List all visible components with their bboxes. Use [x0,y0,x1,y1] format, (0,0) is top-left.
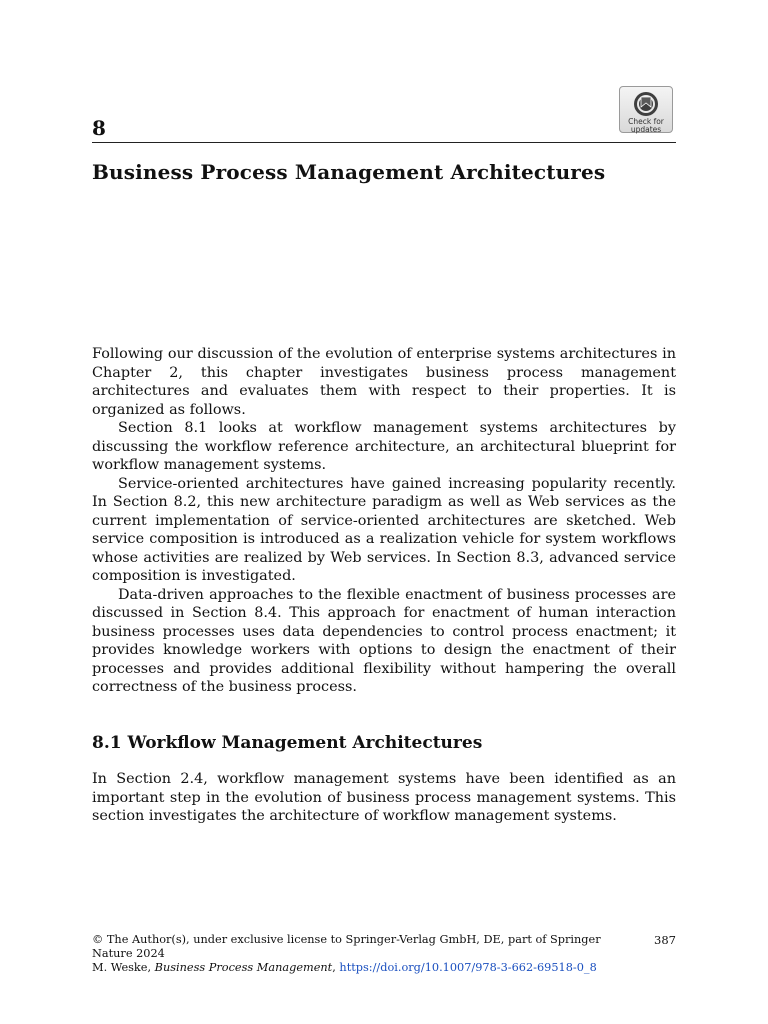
section-heading: 8.1 Workflow Management Architectures [92,733,483,753]
intro-text [92,345,676,697]
section-paragraph: In Section 2.4, workflow management systems have been identified as an important step in the evolution of business process management systems. This section investigates the architecture of workflow management systems. [92,771,676,824]
check-for-updates-badge[interactable] [619,86,673,133]
footer-copyright: © The Author(s), under exclusive license to Springer-Verlag GmbH, DE, part of Springer Nature 2024 [92,933,601,960]
intro-paragraph-4: Data-driven approaches to the flexible enactment of business processes are discussed in Section 8.4. This approach for enactment of human interaction business processes uses data dependencies to control process enactment; it provides knowledge workers with options to design the enactment of their processes and provides additional flexibility without hampering the overall correctness of the business process. [92,586,676,695]
chapter-number: 8 [92,116,106,140]
intro-paragraph-2: Section 8.1 looks at workflow management systems architectures by discussing the workflow reference architecture, an architectural blueprint for workflow management systems. [92,420,676,473]
footer-book-title: Business Process Management [154,961,333,974]
chapter-title: Business Process Management Architectures [92,160,606,184]
footer-separator: , [332,961,340,974]
section-text [92,770,676,826]
intro-paragraph-1: Following our discussion of the evolution of enterprise systems architectures in Chapter 2, this chapter investigates business process management architectures and evaluates them with respect to their properties. It is organized as follows. [92,346,676,418]
check-for-updates-icon [632,91,660,117]
footer-author: M. Weske, [92,961,155,974]
page [92,0,676,1024]
chapter-rule [92,142,676,143]
page-number: 387 [654,933,676,947]
check-for-updates-label: Check for updates [628,117,664,134]
intro-paragraph-3: Service-oriented architectures have gained increasing popularity recently. In Section 8.2, this new architecture paradigm as well as Web services as the current implementation of service-oriented architectures are sketched. Web service composition is introduced as a realization vehicle for system workflows whose activities are realized by Web services. In Section 8.3, advanced service composition is investigated. [92,475,676,584]
doi-link[interactable]: https://doi.org/10.1007/978-3-662-69518-0_8 [339,961,597,974]
footer [92,933,612,975]
footer-citation [92,961,612,975]
